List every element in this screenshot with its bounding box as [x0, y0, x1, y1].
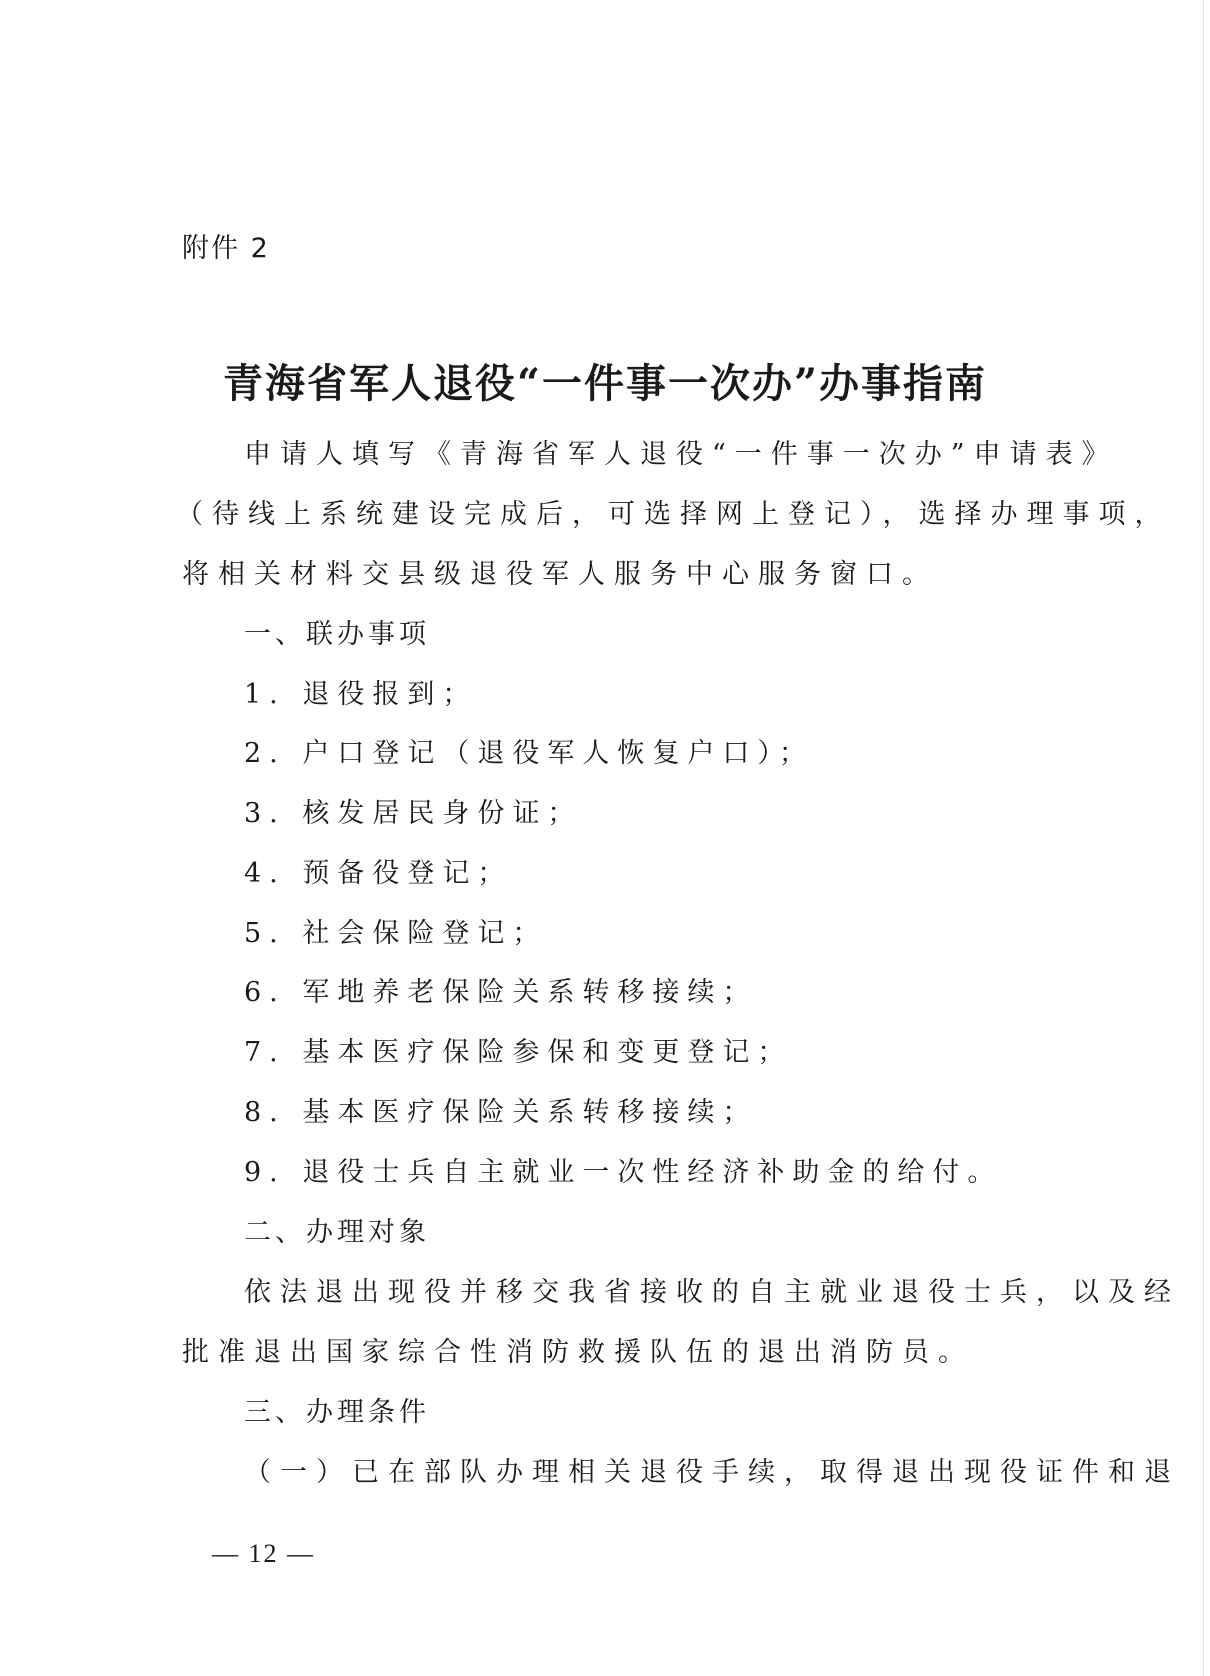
section-heading-2: 二、办理对象 [244, 1217, 430, 1248]
list-item: 4. 预备役登记； [244, 858, 513, 889]
attachment-label: 附件 2 [182, 233, 270, 264]
section-heading-3: 三、办理条件 [244, 1397, 430, 1428]
intro-line-2: （待线上系统建设完成后，可选择网上登记），选择办理事项， [176, 499, 1171, 530]
document-title: 青海省军人退役“一件事一次办”办事指南 [222, 360, 987, 407]
list-item: 8. 基本医疗保险关系转移接续； [244, 1097, 758, 1128]
intro-line-3: 将相关材料交县级退役军人服务中心服务窗口。 [182, 559, 938, 590]
section-heading-1: 一、联办事项 [244, 619, 430, 650]
section3-line-1: （一）已在部队办理相关退役手续，取得退出现役证件和退 [244, 1457, 1180, 1488]
section2-line-2: 批准退出国家综合性消防救援队伍的退出消防员。 [182, 1337, 974, 1368]
page-number: — 12 — [212, 1539, 315, 1568]
list-item: 9. 退役士兵自主就业一次性经济补助金的给付。 [244, 1157, 1003, 1188]
list-item: 2. 户口登记（退役军人恢复户口）； [244, 738, 814, 769]
list-item: 6. 军地养老保险关系转移接续； [244, 977, 758, 1008]
intro-line-1: 申请人填写《青海省军人退役“一件事一次办”申请表》 [244, 439, 1118, 470]
section2-line-1: 依法退出现役并移交我省接收的自主就业退役士兵，以及经 [244, 1277, 1180, 1308]
list-item: 7. 基本医疗保险参保和变更登记； [244, 1037, 793, 1068]
list-item: 3. 核发居民身份证； [244, 798, 583, 829]
scan-edge-divider [1203, 0, 1204, 1676]
list-item: 1. 退役报到； [244, 679, 478, 710]
list-item: 5. 社会保险登记； [244, 918, 548, 949]
